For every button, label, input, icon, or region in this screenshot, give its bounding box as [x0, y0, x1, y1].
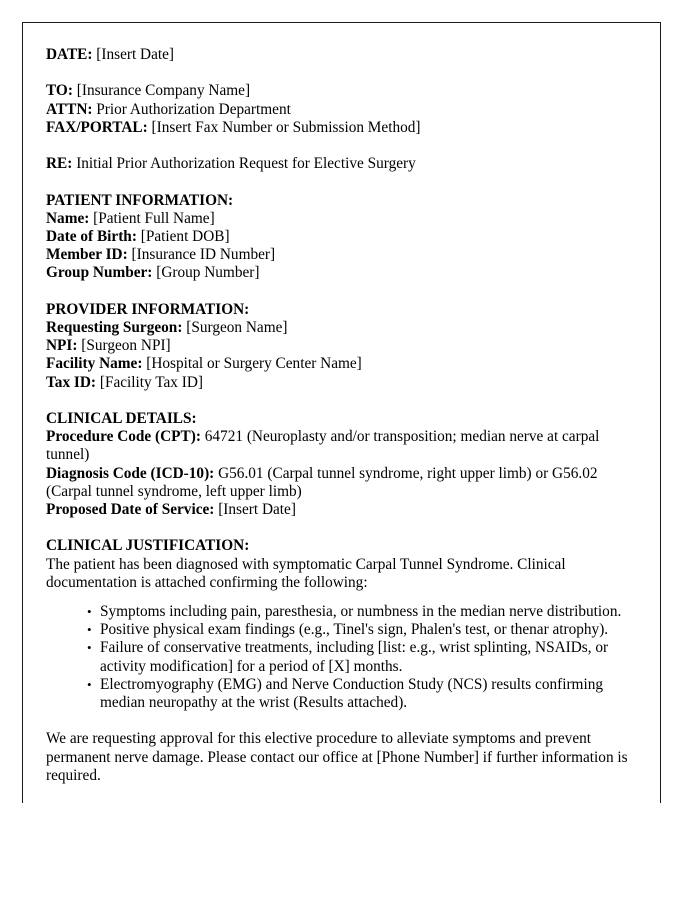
proposed-date-of-service-value: [Insert Date] [218, 501, 296, 518]
date-label: DATE: [46, 46, 93, 63]
patient-dob-label: Date of Birth: [46, 227, 137, 245]
procedure-code-line [46, 428, 631, 464]
tax-id-label: Tax ID: [46, 373, 97, 391]
facility-name-value: [Hospital or Surgery Center Name] [146, 355, 362, 373]
list-item: • Failure of conservative treatments, including [list: e.g., wrist splinting, NSAIDs, or activity modification] for a period of [X] months. [87, 639, 631, 675]
spacer [46, 712, 631, 730]
npi-label: NPI: [46, 337, 78, 355]
document-body [46, 46, 631, 785]
npi-line [46, 337, 631, 355]
group-number-value: [Group Number] [156, 264, 260, 282]
requesting-surgeon-line [46, 319, 631, 337]
to-line [46, 82, 631, 100]
patient-name-value: [Patient Full Name] [93, 209, 215, 227]
subject-value: Initial Prior Authorization Request for Elective Surgery [76, 155, 416, 173]
fax-portal-line [46, 119, 631, 137]
tax-id-value: [Facility Tax ID] [99, 373, 203, 391]
clinical-justification-heading: CLINICAL JUSTIFICATION: [46, 537, 250, 555]
proposed-date-of-service-label: Proposed Date of Service: [46, 501, 215, 518]
spacer [46, 392, 631, 410]
date-value: [Insert Date] [96, 46, 175, 63]
member-id-line [46, 246, 631, 264]
date-line [46, 46, 631, 64]
subject-line [46, 155, 631, 173]
requesting-surgeon-label: Requesting Surgeon: [46, 318, 183, 336]
facility-name-label: Facility Name: [46, 355, 143, 373]
document-page-frame [22, 22, 661, 803]
member-id-value: [Insurance ID Number] [131, 246, 276, 264]
facility-name-line [46, 355, 631, 373]
procedure-code-value: 64721 (Neuroplasty and/or transposition; median nerve at carpal tunnel) [46, 428, 600, 464]
spacer [46, 592, 631, 603]
list-item: • Electromyography (EMG) and Nerve Conduction Study (NCS) results confirming median neuropathy at the wrist (Results attached). [87, 676, 631, 712]
list-item: • Positive physical exam findings (e.g., Tinel's sign, Phalen's test, or thenar atrophy). [87, 621, 631, 639]
tax-id-line [46, 374, 631, 392]
closing-paragraph: We are requesting approval for this elective procedure to alleviate symptoms and prevent permanent nerve damage. Please contact our office at [Phone Number] if further information is required. [46, 730, 628, 784]
spacer [46, 137, 631, 155]
member-id-label: Member ID: [46, 246, 128, 264]
patient-name-line [46, 210, 631, 228]
procedure-code-label: Procedure Code (CPT): [46, 428, 201, 446]
fax-portal-label: FAX/PORTAL: [46, 118, 148, 136]
diagnosis-code-value: G56.01 (Carpal tunnel syndrome, right upper limb) or G56.02 (Carpal tunnel syndrome, left upper limb) [46, 464, 598, 500]
group-number-line [46, 264, 631, 282]
patient-name-label: Name: [46, 209, 90, 227]
attn-value: Prior Authorization Department [96, 100, 291, 118]
spacer [46, 64, 631, 82]
spacer [46, 519, 631, 537]
attn-label: ATTN: [46, 100, 93, 118]
list-item: • Symptoms including pain, paresthesia, or numbness in the median nerve distribution. [87, 603, 631, 621]
patient-dob-value: [Patient DOB] [140, 227, 230, 245]
proposed-date-of-service-line [46, 501, 631, 519]
patient-dob-line [46, 228, 631, 246]
clinical-details-heading: CLINICAL DETAILS: [46, 409, 197, 427]
patient-information-heading: PATIENT INFORMATION: [46, 191, 234, 209]
requesting-surgeon-value: [Surgeon Name] [186, 318, 288, 336]
provider-information-heading: PROVIDER INFORMATION: [46, 300, 250, 318]
clinical-justification-bullet-list [46, 603, 631, 712]
group-number-label: Group Number: [46, 264, 153, 282]
fax-portal-value: [Insert Fax Number or Submission Method] [151, 118, 421, 136]
spacer [46, 173, 631, 191]
attn-line [46, 101, 631, 119]
subject-label: RE: [46, 155, 73, 173]
clinical-justification-intro: The patient has been diagnosed with symptomatic Carpal Tunnel Syndrome. Clinical documentation is attached confirming the following: [46, 555, 566, 591]
spacer [46, 283, 631, 301]
npi-value: [Surgeon NPI] [81, 337, 171, 355]
to-label: TO: [46, 82, 73, 100]
diagnosis-code-line [46, 465, 631, 501]
diagnosis-code-label: Diagnosis Code (ICD-10): [46, 464, 215, 482]
to-value: [Insurance Company Name] [76, 82, 251, 100]
